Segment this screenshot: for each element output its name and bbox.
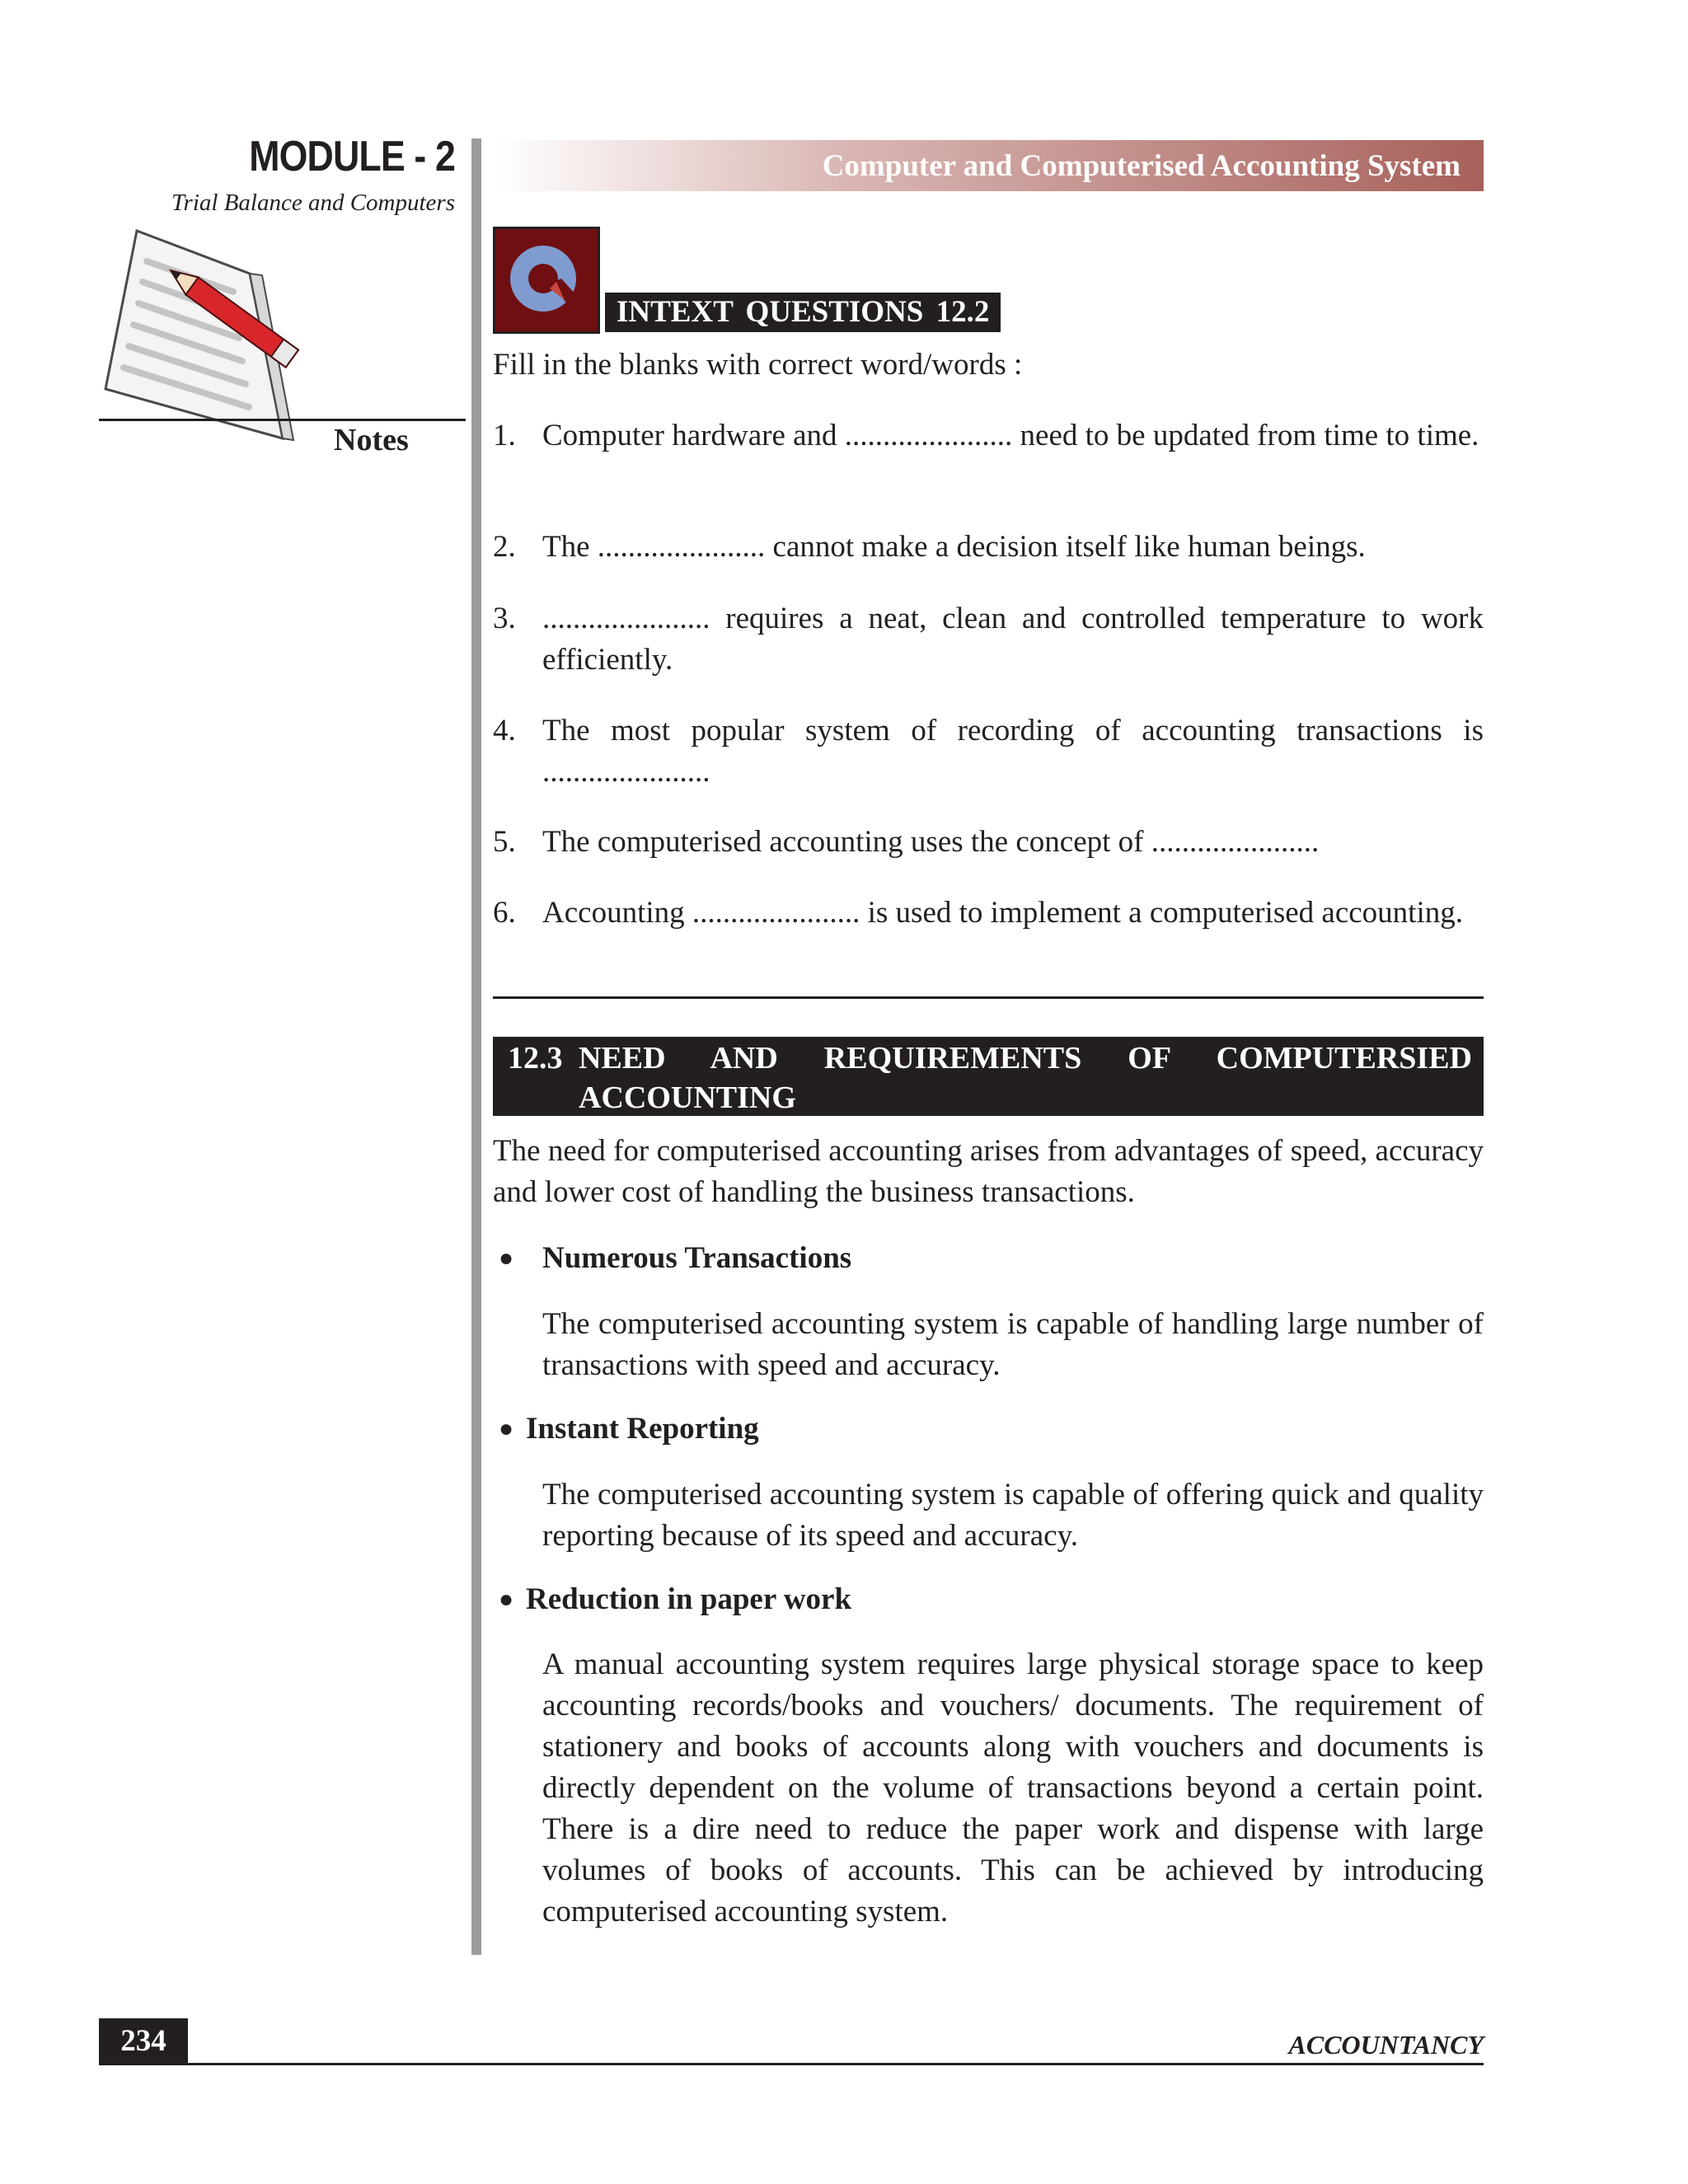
question-text: Accounting ...................... is used to implement a computerised accounting. — [542, 896, 1463, 930]
section-number: 12.3 — [508, 1041, 563, 1076]
bullet-heading: Reduction in paper work — [526, 1582, 852, 1616]
footer-subject: ACCOUNTANCY — [1288, 2030, 1484, 2060]
question-number: 4. — [493, 714, 516, 748]
intext-instruction: Fill in the blanks with correct word/words : — [493, 348, 1023, 382]
question-text: The computerised accounting uses the concept of ...................... — [542, 825, 1320, 859]
bullet-icon: ● — [499, 1415, 514, 1442]
question-number: 3. — [493, 602, 516, 635]
question-text: The most popular system of recording of accounting transactions is ...................... — [542, 714, 1484, 789]
section-heading — [493, 1037, 1484, 1116]
notepad-pencil-icon — [97, 224, 320, 459]
question-text: Computer hardware and ...................... need to be updated from time to time. — [542, 419, 1479, 452]
intext-questions-heading: INTEXT QUESTIONS 12.2 — [605, 293, 1001, 332]
footer-rule — [99, 2063, 1484, 2065]
bullet-heading: Instant Reporting — [526, 1412, 759, 1446]
question-number: 1. — [493, 419, 516, 452]
margin-divider — [471, 138, 481, 1955]
chapter-banner — [493, 140, 1484, 191]
question-text: The ...................... cannot make a decision itself like human beings. — [542, 530, 1366, 564]
section-title: NEED AND REQUIREMENTS OF COMPUTERSIED ACCOUNTING — [579, 1041, 1472, 1115]
module-subtitle: Trial Balance and Computers — [171, 190, 455, 216]
question-q-icon — [495, 229, 598, 331]
page-number: 234 — [99, 2018, 188, 2064]
question-number: 2. — [493, 530, 516, 564]
question-text: ...................... requires a neat, clean and controlled temperature to work efficiently. — [542, 602, 1484, 677]
bullet-body: A manual accounting system requires large physical storage space to keep accounting records/books and vouchers/ documents. The requirement of stationery and books of accounts along with vouchers and documents is directly dependent on the volume of transactions beyond a certain point. There is a dire need to reduce the paper work and dispense with large volumes of books of accounts. This can be achieved by introducing computerised accounting system. — [542, 1647, 1484, 1929]
question-number: 6. — [493, 896, 516, 930]
chapter-banner-text: Computer and Computerised Accounting System — [822, 148, 1461, 183]
question-number: 5. — [493, 825, 516, 859]
bullet-body: The computerised accounting system is capable of handling large number of transactions with speed and accuracy. — [542, 1307, 1484, 1382]
bullet-body: The computerised accounting system is capable of offering quick and quality reporting because of its speed and accuracy. — [542, 1478, 1484, 1553]
notes-label: Notes — [334, 423, 409, 457]
section-intro: The need for computerised accounting arises from advantages of speed, accuracy and lower cost of handling the business transactions. — [493, 1134, 1484, 1209]
module-title: MODULE - 2 — [249, 133, 455, 180]
question-icon — [493, 227, 600, 334]
notes-divider — [99, 419, 466, 421]
bullet-icon: ● — [499, 1244, 514, 1272]
section-divider — [493, 996, 1484, 999]
bullet-icon: ● — [499, 1586, 514, 1613]
bullet-heading: Numerous Transactions — [542, 1241, 852, 1275]
